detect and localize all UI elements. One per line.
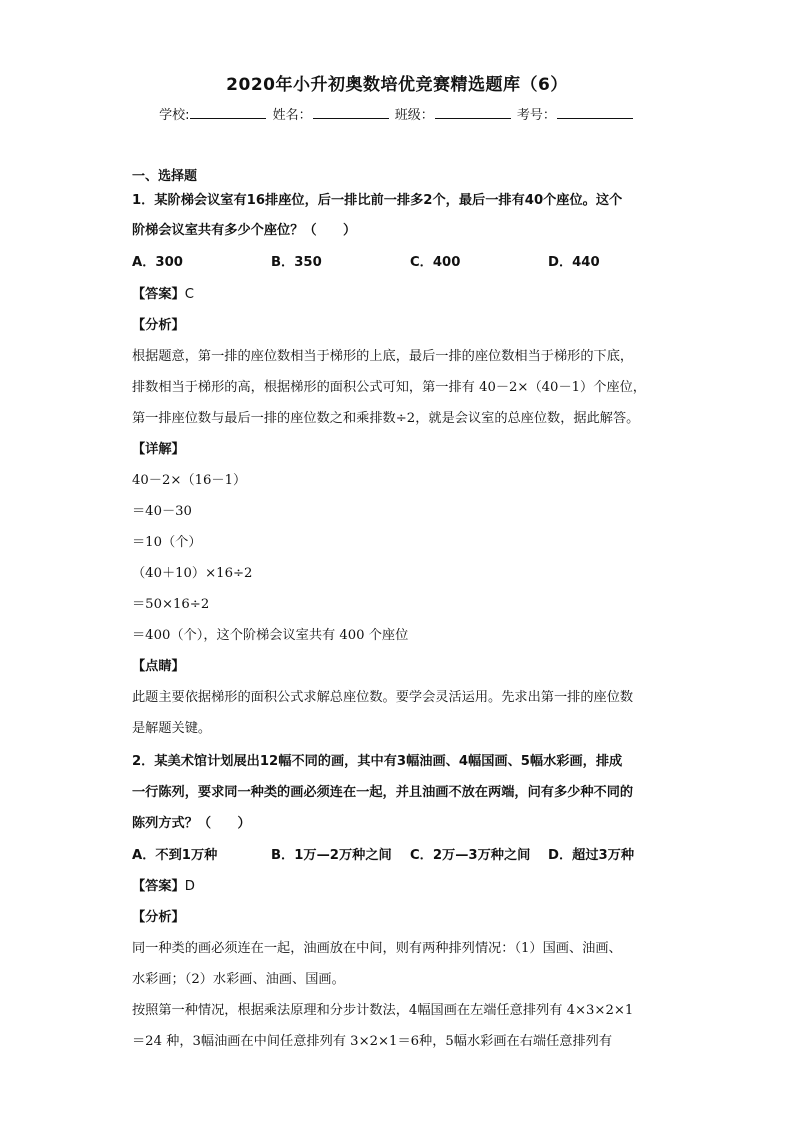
exam-number-label: 考号：	[516, 108, 556, 123]
q1-analysis-line: 根据题意，第一排的座位数相当于梯形的上底，最后一排的座位数相当于梯形的下底，	[132, 349, 634, 364]
exam-number-blank[interactable]	[557, 106, 633, 119]
q1-detail-line: 40－2×（16－1）	[132, 473, 247, 488]
q2-analysis-line: 同一种类的画必须连在一起，油画放在中间，则有两种排列情况：（1）国画、油画、	[132, 941, 622, 956]
q1-option-c: C．400	[410, 255, 461, 270]
name-label: 姓名：	[272, 108, 312, 123]
page-title: 2020年小升初奥数培优竞赛精选题库（6）	[226, 75, 568, 95]
q1-option-b: B．350	[271, 255, 322, 270]
student-info-line	[0, 104, 794, 123]
q1-comment-line: 是解题关键。	[132, 721, 212, 736]
q2-answer	[132, 878, 195, 896]
school-label: 学校:	[159, 108, 190, 123]
q1-analysis-line: 第一排座位数与最后一排的座位数之和乘排数÷2，就是会议室的总座位数，据此解答。	[132, 411, 640, 426]
q2-analysis-line: ＝24 种，3幅油画在中间任意排列有 3×2×1＝6种，5幅水彩画在右端任意排列有	[132, 1034, 613, 1049]
q1-answer-tag: 【答案】	[132, 287, 185, 302]
q2-analysis-line: 水彩画；（2）水彩画、油画、国画。	[132, 972, 345, 987]
q1-option-a: A．300	[132, 255, 183, 270]
q2-answer-tag: 【答案】	[132, 879, 185, 894]
school-blank[interactable]	[190, 106, 266, 119]
q1-comment-tag: 【点睛】	[132, 659, 185, 674]
q2-option-c: C．2万—3万种之间	[410, 848, 531, 863]
q1-detail-line: （40＋10）×16÷2	[132, 566, 253, 581]
q2-answer-value: D	[184, 879, 195, 894]
q2-analysis-tag: 【分析】	[132, 910, 185, 925]
q1-stem-line-1: 1．某阶梯会议室有16排座位，后一排比前一排多2个，最后一排有40个座位。这个	[132, 193, 623, 208]
class-label: 班级：	[394, 108, 434, 123]
section-heading: 一、选择题	[132, 169, 198, 184]
q2-stem-line: 2．某美术馆计划展出12幅不同的画，其中有3幅油画、4幅国画、5幅水彩画，排成	[132, 754, 623, 769]
q1-detail-line: ＝400（个），这个阶梯会议室共有 400 个座位	[132, 628, 409, 643]
q1-option-d: D．440	[548, 255, 600, 270]
q1-detail-line: ＝10（个）	[132, 535, 202, 550]
q1-detail-tag: 【详解】	[132, 442, 185, 457]
q1-stem-line-2: 阶梯会议室共有多少个座位？（ ）	[132, 223, 357, 238]
class-blank[interactable]	[435, 106, 511, 119]
q1-analysis-line: 排数相当于梯形的高，根据梯形的面积公式可知，第一排有 40－2×（40－1）个座位，	[132, 380, 646, 395]
q1-comment-line: 此题主要依据梯形的面积公式求解总座位数。要学会灵活运用。先求出第一排的座位数	[132, 690, 634, 705]
q2-option-a: A．不到1万种	[132, 848, 218, 863]
name-blank[interactable]	[313, 106, 389, 119]
q1-detail-line: ＝40－30	[132, 504, 192, 519]
q1-analysis-tag: 【分析】	[132, 318, 185, 333]
q1-answer	[132, 286, 194, 304]
q2-option-b: B．1万—2万种之间	[271, 848, 392, 863]
q2-analysis-line: 按照第一种情况，根据乘法原理和分步计数法，4幅国画在左端任意排列有 4×3×2×1	[132, 1003, 634, 1018]
q2-stem-line: 陈列方式？（ ）	[132, 816, 251, 831]
q1-detail-line: ＝50×16÷2	[132, 597, 210, 612]
q1-answer-value: C	[184, 287, 194, 302]
q2-stem-line: 一行陈列，要求同一种类的画必须连在一起，并且油画不放在两端，问有多少种不同的	[132, 785, 634, 800]
q2-option-d: D．超过3万种	[548, 848, 635, 863]
